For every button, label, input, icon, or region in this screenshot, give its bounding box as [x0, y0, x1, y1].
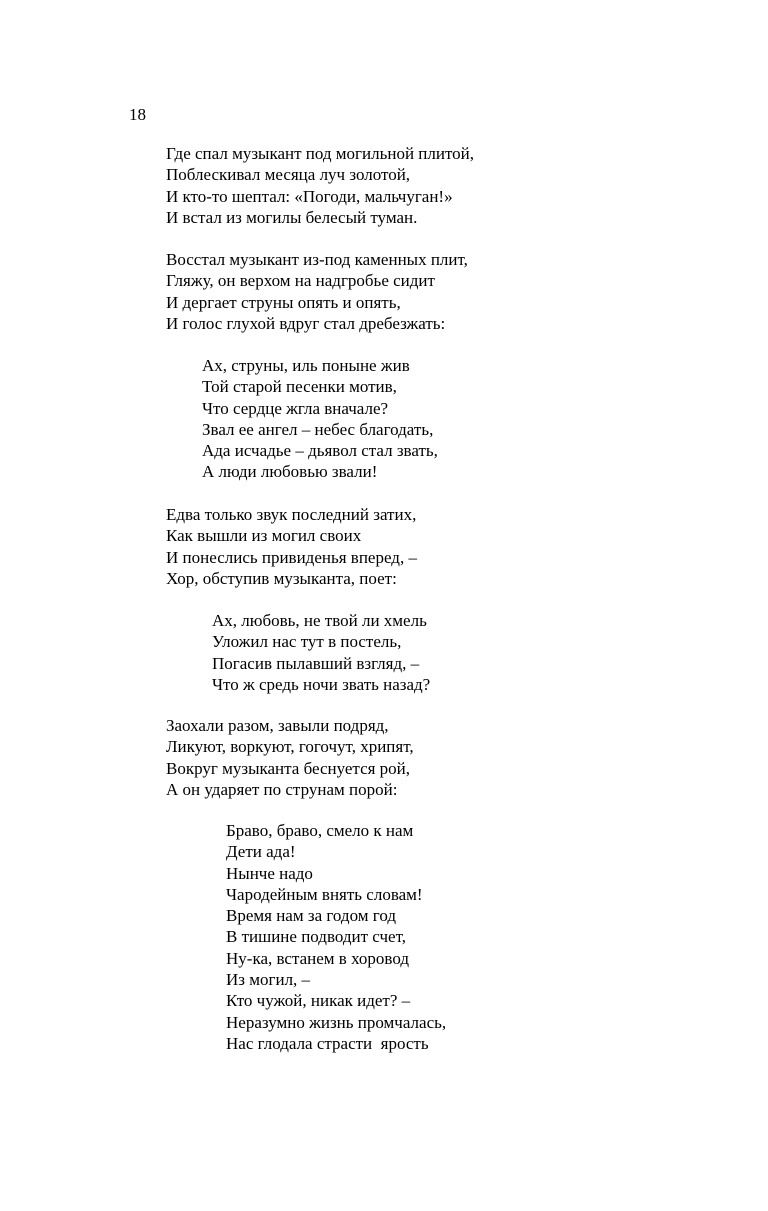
poem-line: И дергает струны опять и опять, — [166, 292, 401, 312]
poem-line: В тишине подводит счет, — [226, 927, 407, 947]
poem-line: Едва только звук последний затих, — [166, 505, 417, 524]
poem-line: Чародейным внять словам! — [226, 884, 423, 904]
poem-line: Браво, браво, смело к нам — [226, 821, 414, 840]
poem-line: Время нам за годом год — [226, 906, 396, 926]
poem-line: Ада исчадье – дьявол стал звать, — [202, 441, 438, 461]
poem-line: Гляжу, он верхом на надгробье сидит — [166, 271, 435, 291]
poem-line: А люди любовью звали! — [202, 462, 378, 482]
page-number: 18 — [129, 105, 146, 124]
poem-line: Погасив пылавший взгляд, – — [212, 653, 420, 673]
poem-line: И встал из могилы белесый туман. — [166, 207, 418, 227]
poem-line: Ах, любовь, не твой ли хмель — [212, 611, 427, 630]
poem-line: И кто-то шептал: «Погоди, мальчуган!» — [166, 186, 453, 206]
poem-line: Поблескивал месяца луч золотой, — [166, 165, 411, 185]
poem-line: Из могил, – — [226, 970, 311, 990]
poem-line: И голос глухой вдруг стал дребезжать: — [166, 313, 446, 333]
poem-line: Нынче надо — [226, 863, 313, 883]
poem-line: Ах, струны, иль поныне жив — [202, 356, 410, 375]
poem-line: Восстал музыкант из-под каменных плит, — [166, 250, 468, 269]
refrain-2 — [212, 610, 430, 695]
poem-line: А он ударяет по струнам порой: — [166, 779, 398, 799]
poem-line: Дети ада! — [226, 842, 296, 862]
stanza-4 — [166, 715, 414, 800]
stanza-2 — [166, 249, 468, 334]
refrain-3 — [226, 820, 446, 1054]
poem-line: И понеслись привиденья вперед, – — [166, 547, 417, 567]
stanza-3 — [166, 504, 417, 589]
poem-line: Ну-ка, встанем в хоровод — [226, 948, 409, 968]
stanza-1 — [166, 143, 474, 228]
poem-line: Кто чужой, никак идет? – — [226, 991, 411, 1011]
refrain-1 — [202, 355, 438, 483]
poem-line: Нас глодала страсти ярость — [226, 1033, 429, 1053]
poem-line: Что сердце жгла вначале? — [202, 398, 389, 418]
poem-line: Как вышли из могил своих — [166, 526, 362, 546]
poem-line: Где спал музыкант под могильной плитой, — [166, 144, 475, 163]
poem-line: Звал ее ангел – небес благодать, — [202, 419, 434, 439]
poem-line: Заохали разом, завыли подряд, — [166, 716, 389, 735]
poem-line: Что ж средь ночи звать назад? — [212, 674, 431, 694]
poem-line: Ликуют, воркуют, гогочут, хрипят, — [166, 737, 414, 757]
poem-line: Той старой песенки мотив, — [202, 377, 397, 397]
poem-line: Неразумно жизнь промчалась, — [226, 1012, 447, 1032]
poem-line: Уложил нас тут в постель, — [212, 632, 402, 652]
poem-line: Хор, обступив музыканта, поет: — [166, 568, 397, 588]
poem-line: Вокруг музыканта беснуется рой, — [166, 758, 411, 778]
